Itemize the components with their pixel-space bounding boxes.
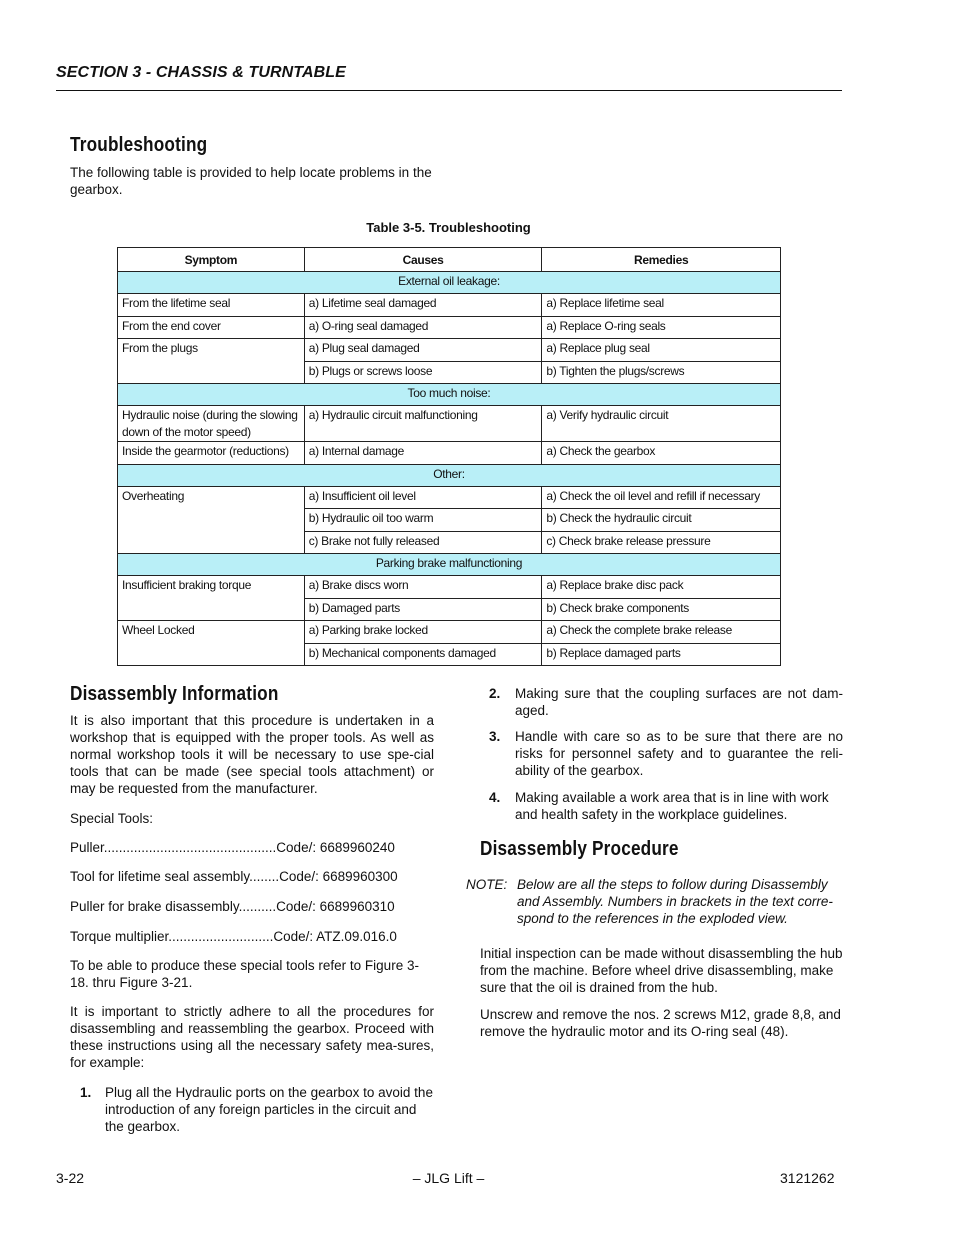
symptom-cell: Overheating <box>118 486 305 554</box>
troubleshooting-intro: The following table is provided to help locate problems in the gearbox. <box>70 165 432 197</box>
remedy-cell: b) Replace damaged parts <box>542 643 781 666</box>
list-item <box>489 685 843 719</box>
symptom-cell: Inside the gearmotor (reductions) <box>118 442 305 465</box>
group-title: Too much noise: <box>118 384 781 406</box>
section-header <box>56 64 842 91</box>
cause-cell: c) Brake not fully released <box>304 531 542 554</box>
cause-cell: b) Mechanical components damaged <box>304 643 542 666</box>
column-header-symptom: Symptom <box>118 248 305 272</box>
initial-inspection-paragraph: Initial inspection can be made without disassembling the hub from the machine. Before wheel drive disassembling, make sure that the oil is drained from the hub. <box>480 946 843 995</box>
symptom-cell: From the end cover <box>118 316 305 339</box>
procedure-adherence-paragraph: It is important to strictly adhere to all the procedures for disassembling and reassembling the gearbox. Proceed with these instructions using all the necessary safety mea-sures, for example: <box>70 1004 434 1070</box>
cause-cell: a) Plug seal damaged <box>304 339 542 362</box>
table-row <box>118 294 781 317</box>
table-row <box>118 406 781 442</box>
remedy-cell: a) Check the oil level and refill if necessary <box>542 486 781 509</box>
remedy-cell: a) Replace lifetime seal <box>542 294 781 317</box>
symptom-cell: From the lifetime seal <box>118 294 305 317</box>
column-header-causes: Causes <box>304 248 542 272</box>
tool-item: Torque multiplier............................Code/: ATZ.09.016.0 <box>70 929 397 944</box>
symptom-cell: From the plugs <box>118 339 305 384</box>
unscrew-paragraph: Unscrew and remove the nos. 2 screws M12, grade 8,8, and remove the hydraulic motor and its O-ring seal (48). <box>480 1007 841 1039</box>
cause-cell: a) Hydraulic circuit malfunctioning <box>304 406 542 442</box>
column-header-remedies: Remedies <box>542 248 781 272</box>
list-text: Making available a work area that is in line with work and health safety in the workplace guidelines. <box>515 790 829 822</box>
remedy-cell: b) Check brake components <box>542 598 781 621</box>
troubleshooting-table <box>117 247 781 666</box>
remedy-cell: b) Tighten the plugs/screws <box>542 361 781 384</box>
symptom-cell: Insufficient braking torque <box>118 576 305 621</box>
group-title: Parking brake malfunctioning <box>118 554 781 576</box>
table-group-row <box>118 384 781 406</box>
table-header-row <box>118 248 781 272</box>
table-row <box>118 486 781 509</box>
disassembly-procedure-heading: Disassembly Procedure <box>480 838 679 860</box>
table-row <box>118 442 781 465</box>
section-title: SECTION 3 - CHASSIS & TURNTABLE <box>56 64 346 81</box>
remedy-cell: a) Verify hydraulic circuit <box>542 406 781 442</box>
table-row <box>118 339 781 362</box>
remedy-cell: b) Check the hydraulic circuit <box>542 509 781 532</box>
list-item <box>489 728 843 779</box>
table-row <box>118 621 781 644</box>
group-title: External oil leakage: <box>118 272 781 294</box>
symptom-cell: Hydraulic noise (during the slowing down of the motor speed) <box>118 406 305 442</box>
remedy-cell: a) Check the complete brake release <box>542 621 781 644</box>
note-block <box>466 876 844 927</box>
cause-cell: a) Parking brake locked <box>304 621 542 644</box>
list-text: Handle with care so as to be sure that there are no risks for personnel safety and to guarantee the reli-ability of the gearbox. <box>515 729 843 778</box>
table-row <box>118 316 781 339</box>
remedy-cell: a) Replace brake disc pack <box>542 576 781 599</box>
cause-cell: a) Brake discs worn <box>304 576 542 599</box>
cause-cell: b) Damaged parts <box>304 598 542 621</box>
symptom-cell: Wheel Locked <box>118 621 305 666</box>
footer-page-number: 3-22 <box>56 1170 85 1186</box>
list-item <box>489 789 843 823</box>
tool-item: Puller for brake disassembly..........Code/: 6689960310 <box>70 899 395 914</box>
table-row <box>118 576 781 599</box>
group-title: Other: <box>118 464 781 486</box>
cause-cell: a) Internal damage <box>304 442 542 465</box>
footer-doc-number: 3121262 <box>780 1170 835 1186</box>
list-item <box>80 1084 434 1135</box>
cause-cell: b) Hydraulic oil too warm <box>304 509 542 532</box>
figure-reference-paragraph: To be able to produce these special tools refer to Figure 3-18. thru Figure 3-21. <box>70 958 419 990</box>
disassembly-info-paragraph: It is also important that this procedure is undertaken in a workshop that is equipped with the proper tools. As well as normal workshop tools it will be necessary to use spe-cial tools that can be made (see special tools attachment) or may be requested from the manufacturer. <box>70 713 434 796</box>
table-group-row <box>118 554 781 576</box>
remedy-cell: a) Check the gearbox <box>542 442 781 465</box>
cause-cell: b) Plugs or screws loose <box>304 361 542 384</box>
remedy-cell: a) Replace O-ring seals <box>542 316 781 339</box>
list-text: Making sure that the coupling surfaces are not dam-aged. <box>515 686 843 718</box>
cause-cell: a) Lifetime seal damaged <box>304 294 542 317</box>
troubleshooting-heading: Troubleshooting <box>70 134 208 156</box>
disassembly-info-heading: Disassembly Information <box>70 683 279 705</box>
footer-center: – JLG Lift – <box>412 1170 485 1186</box>
cause-cell: a) O-ring seal damaged <box>304 316 542 339</box>
table-caption: Table 3-5. Troubleshooting <box>366 220 531 235</box>
tool-item: Puller..............................................Code/: 6689960240 <box>70 840 395 855</box>
table-group-row <box>118 272 781 294</box>
remedy-cell: a) Replace plug seal <box>542 339 781 362</box>
note-label: NOTE: <box>466 877 508 892</box>
list-number: 3. <box>489 729 501 744</box>
tool-item: Tool for lifetime seal assembly........Code/: 6689960300 <box>70 869 398 884</box>
cause-cell: a) Insufficient oil level <box>304 486 542 509</box>
table-group-row <box>118 464 781 486</box>
list-number: 2. <box>489 686 501 701</box>
remedy-cell: c) Check brake release pressure <box>542 531 781 554</box>
list-number: 4. <box>489 790 501 805</box>
list-text: Plug all the Hydraulic ports on the gearbox to avoid the introduction of any foreign particles in the circuit and the gearbox. <box>105 1085 433 1134</box>
note-text: Below are all the steps to follow during Disassembly and Assembly. Numbers in brackets in the text corre-spond to the references in the exploded view. <box>517 877 833 926</box>
table-body <box>118 272 781 666</box>
list-number: 1. <box>80 1085 92 1100</box>
special-tools-label: Special Tools: <box>70 811 154 826</box>
